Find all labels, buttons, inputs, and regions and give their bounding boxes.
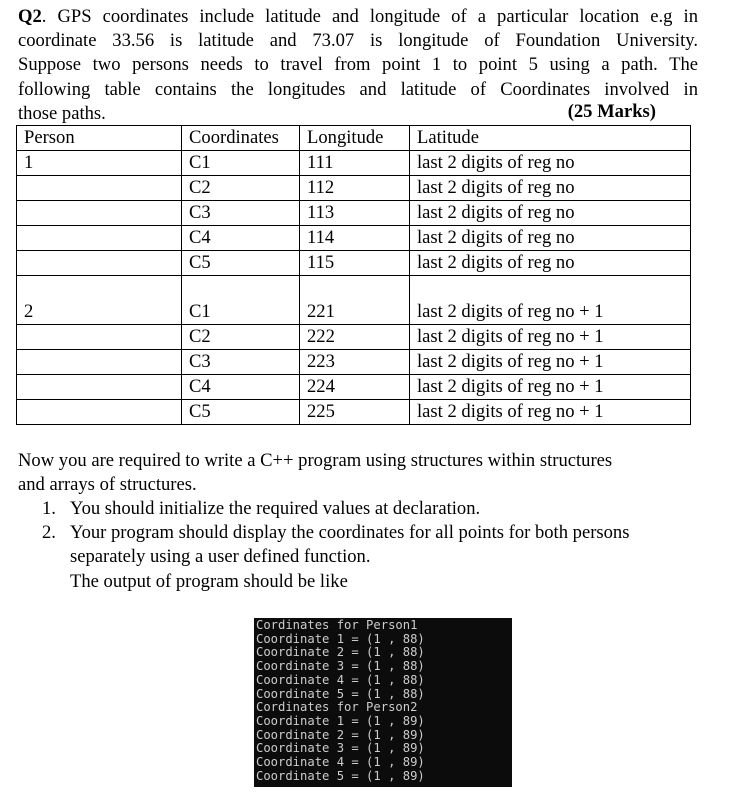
console-line: Coordinate 1 = (1 , 88) (256, 631, 425, 646)
console-line: Coordinate 4 = (1 , 89) (256, 755, 425, 770)
latitude-cell: last 2 digits of reg no (410, 226, 691, 251)
coord-cell: C3 (182, 350, 300, 375)
table-row (17, 226, 691, 251)
longitude-cell: 113 (300, 201, 410, 226)
table-row (17, 325, 691, 350)
question-line-5: those paths. (18, 102, 106, 124)
intro-line-2: and arrays of structures. (18, 474, 197, 496)
table-row (17, 201, 691, 226)
table-row (17, 350, 691, 375)
person-cell (17, 350, 182, 375)
latitude-cell: last 2 digits of reg no + 1 (410, 276, 691, 325)
longitude-cell: 115 (300, 251, 410, 276)
latitude-cell: last 2 digits of reg no (410, 176, 691, 201)
latitude-cell: last 2 digits of reg no (410, 251, 691, 276)
console-line: Coordinate 5 = (1 , 89) (256, 768, 425, 783)
longitude-cell: 224 (300, 375, 410, 400)
coord-cell: C2 (182, 325, 300, 350)
person-cell (17, 325, 182, 350)
coord-cell: C3 (182, 201, 300, 226)
intro-line-1: Now you are required to write a C++ program using structures within structures (18, 450, 613, 471)
coord-cell: C4 (182, 375, 300, 400)
console-line: Coordinate 3 = (1 , 88) (256, 659, 425, 674)
header-coordinates: Coordinates (182, 126, 300, 151)
coord-cell: C5 (182, 400, 300, 425)
list-number: 2. (42, 522, 56, 544)
table-row (17, 251, 691, 276)
table-row (17, 176, 691, 201)
latitude-cell: last 2 digits of reg no + 1 (410, 400, 691, 425)
list-item (42, 497, 702, 521)
console-line: Coordinate 1 = (1 , 89) (256, 713, 425, 728)
person-cell (17, 375, 182, 400)
console-line: Coordinate 2 = (1 , 88) (256, 645, 425, 660)
list-item-text: Your program should display the coordinates for all points for both persons (70, 522, 630, 544)
list-item-text: You should initialize the required values at declaration. (70, 498, 481, 519)
latitude-cell: last 2 digits of reg no (410, 151, 691, 176)
marks-label: (25 Marks) (567, 101, 656, 122)
instructions-list (42, 497, 702, 594)
instructions-intro (18, 449, 698, 497)
longitude-cell: 111 (300, 151, 410, 176)
coord-cell: C1 (182, 276, 300, 325)
person-cell: 2 (17, 276, 182, 325)
list-item-text-cont: separately using a user defined function. (70, 546, 371, 568)
latitude-cell: last 2 digits of reg no + 1 (410, 325, 691, 350)
console-line: Coordinate 3 = (1 , 89) (256, 741, 425, 756)
longitude-cell: 223 (300, 350, 410, 375)
person-cell (17, 251, 182, 276)
question-label: Q2 (18, 6, 42, 27)
console-line: Coordinate 2 = (1 , 89) (256, 727, 425, 742)
person-cell (17, 400, 182, 425)
longitude-cell: 222 (300, 325, 410, 350)
list-item (42, 521, 702, 594)
person-cell: 1 (17, 151, 182, 176)
table-row (17, 400, 691, 425)
question-line-1: Q2. GPS coordinates include latitude and longitude of a particular location e.g in (18, 6, 698, 27)
question-line-4: following table contains the longitudes and latitude of Coordinates involved in (18, 78, 698, 100)
header-longitude: Longitude (300, 126, 410, 151)
latitude-cell: last 2 digits of reg no + 1 (410, 350, 691, 375)
person-cell (17, 201, 182, 226)
console-output (254, 618, 512, 787)
console-line: Coordinate 4 = (1 , 88) (256, 672, 425, 687)
coord-cell: C5 (182, 251, 300, 276)
question-line-2: coordinate 33.56 is latitude and 73.07 is longitude of Foundation University. (18, 30, 698, 52)
list-item-output-note: The output of program should be like (70, 570, 348, 592)
longitude-cell: 112 (300, 176, 410, 201)
coord-cell: C1 (182, 151, 300, 176)
question-line-3: Suppose two persons needs to travel from point 1 to point 5 using a path. The (18, 54, 698, 76)
table-row (17, 151, 691, 176)
coord-cell: C4 (182, 226, 300, 251)
console-line: Cordinates for Person1 (256, 618, 418, 632)
latitude-cell: last 2 digits of reg no + 1 (410, 375, 691, 400)
table-row (17, 375, 691, 400)
table-row (17, 276, 691, 325)
person-cell (17, 226, 182, 251)
table-header-row (17, 126, 691, 151)
longitude-cell: 114 (300, 226, 410, 251)
longitude-cell: 225 (300, 400, 410, 425)
header-person: Person (17, 126, 182, 151)
console-line: Cordinates for Person2 (256, 700, 418, 715)
longitude-cell: 221 (300, 276, 410, 325)
header-latitude: Latitude (410, 126, 691, 151)
person-cell (17, 176, 182, 201)
list-number: 1. (42, 498, 56, 519)
coordinates-table (16, 125, 691, 425)
latitude-cell: last 2 digits of reg no (410, 201, 691, 226)
console-line: Coordinate 5 = (1 , 88) (256, 686, 425, 701)
coord-cell: C2 (182, 176, 300, 201)
